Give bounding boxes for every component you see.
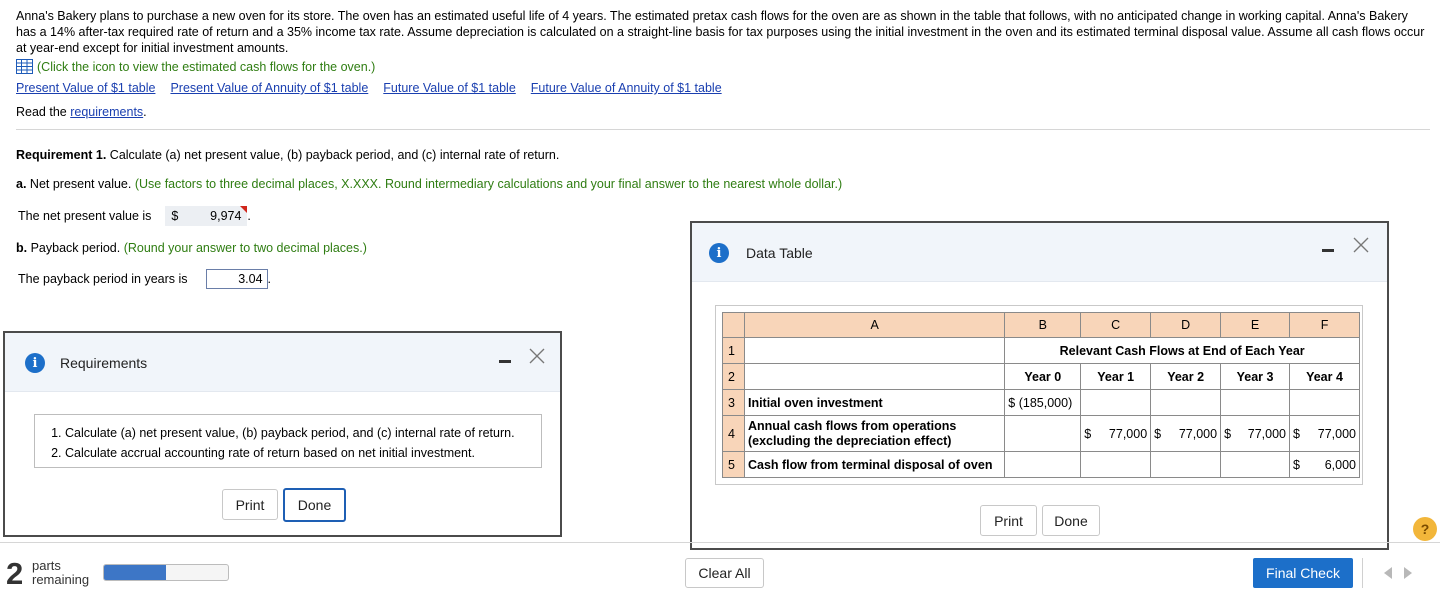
requirements-print-button[interactable]: Print (222, 489, 278, 520)
table-cell (1151, 416, 1221, 452)
table-cell (1151, 452, 1221, 478)
row-label: Cash flow from terminal disposal of oven (744, 452, 1004, 478)
table-cell (1081, 390, 1151, 416)
table-cell (1081, 452, 1151, 478)
cell-value: 77,000 (1108, 426, 1148, 441)
year-header: Year 4 (1290, 364, 1360, 390)
progress-bar-fill (104, 565, 166, 580)
cell-value: 77,000 (1317, 426, 1356, 441)
clear-all-button[interactable]: Clear All (685, 558, 764, 588)
row-number: 2 (723, 364, 745, 390)
npv-answer-line (18, 206, 251, 226)
cell-value: 77,000 (1178, 426, 1218, 441)
npv-heading (16, 177, 842, 191)
currency-symbol: $ (1154, 426, 1162, 441)
parts-remaining-count: 2 (6, 556, 24, 591)
column-header: A (744, 313, 1004, 338)
question-nav (1362, 558, 1432, 588)
table-cell: $ (185,000) (1005, 390, 1081, 416)
npv-hint: (Use factors to three decimal places, X.XXX. Round intermediary calculations and your final answer to the nearest whole dollar.) (134, 177, 843, 191)
section-divider (16, 129, 1430, 130)
cell-value: 77,000 (1247, 426, 1287, 441)
table-cell (1221, 452, 1290, 478)
info-icon: i (709, 243, 729, 263)
table-cell (1290, 390, 1360, 416)
minimize-icon[interactable] (1322, 249, 1334, 252)
pb-bold: b. (16, 241, 28, 255)
payback-heading (16, 241, 367, 255)
table-cell (1221, 390, 1290, 416)
currency-symbol: $ (1293, 457, 1300, 472)
table-row (723, 416, 1360, 452)
row-label-line-1: Annual cash flows from operations (747, 418, 957, 433)
table-row (723, 338, 1360, 364)
npv-answer-box[interactable] (165, 206, 247, 226)
pb-line-text: The payback period in years is (18, 272, 188, 286)
row-label-line-2: (excluding the depreciation effect) (747, 433, 952, 448)
year-header: Year 2 (1151, 364, 1221, 390)
parts-label-line-2: remaining (32, 572, 90, 587)
close-icon[interactable] (527, 346, 547, 366)
table-row (723, 452, 1360, 478)
read-requirements-line (16, 105, 147, 119)
data-table-dialog-title: Data Table (746, 245, 813, 261)
next-arrow-icon[interactable] (1404, 567, 1412, 579)
corner-cell (723, 313, 745, 338)
row-label: Initial oven investment (744, 390, 1004, 416)
requirements-list-box (34, 414, 542, 468)
table-cell (1005, 452, 1081, 478)
payback-input[interactable]: 3.04 (206, 269, 268, 289)
requirements-done-button[interactable]: Done (283, 488, 346, 522)
table-cell (1151, 390, 1221, 416)
help-icon[interactable]: ? (1413, 517, 1437, 541)
data-table-frame (715, 305, 1363, 485)
requirement-item-2 (65, 443, 541, 463)
row-number: 4 (723, 416, 745, 452)
table-cell (744, 338, 1004, 364)
fv-table-link[interactable]: Future Value of $1 table (383, 81, 516, 95)
pv-annuity-table-link[interactable]: Present Value of Annuity of $1 table (170, 81, 369, 95)
npv-bold: a. (16, 177, 27, 191)
table-cell (744, 364, 1004, 390)
table-cell (1081, 416, 1151, 452)
fv-annuity-table-link[interactable]: Future Value of Annuity of $1 table (530, 81, 722, 95)
currency-symbol: $ (1084, 426, 1092, 441)
incorrect-flag-icon (240, 206, 247, 213)
row-number: 1 (723, 338, 745, 364)
year-header: Year 3 (1221, 364, 1290, 390)
final-check-button[interactable]: Final Check (1253, 558, 1353, 588)
payback-answer-line (18, 269, 271, 289)
pb-label: Payback period. (27, 241, 124, 255)
progress-bar (103, 564, 229, 581)
column-header: E (1221, 313, 1290, 338)
problem-statement: Anna's Bakery plans to purchase a new oven for its store. The oven has an estimated useful life of 4 years. The estimated pretax cash flows for the oven are as shown in the table that follows, with no anticipated change in working capital. Anna's Bakery has a 14% after-tax required rate of return and a 35% income tax rate. Assume depreciation is calculated on a straight-line basis for tax purposes using the initial investment in the oven and its estimated terminal disposal value. Assume all cash flows occur at year-end except for initial investment amounts. (16, 9, 1425, 55)
data-table-dialog-header (692, 223, 1387, 282)
table-grid-icon[interactable] (16, 59, 33, 74)
cell-value: 6,000 (1324, 457, 1356, 472)
data-table-print-button[interactable]: Print (980, 505, 1037, 536)
requirement-item-2-text: Calculate accrual accounting rate of return based on net initial investment. (65, 446, 475, 460)
currency-symbol: $ (1224, 426, 1232, 441)
requirement-1-heading (16, 148, 559, 162)
table-cell (1221, 416, 1290, 452)
requirements-dialog-header (5, 333, 560, 392)
year-header: Year 0 (1005, 364, 1081, 390)
column-header: D (1151, 313, 1221, 338)
table-cell (1290, 452, 1360, 478)
merged-header-cell: Relevant Cash Flows at End of Each Year (1005, 338, 1360, 364)
cash-flow-icon-row (16, 59, 375, 74)
npv-end: . (247, 209, 251, 223)
close-icon[interactable] (1351, 235, 1371, 255)
row-number: 5 (723, 452, 745, 478)
factor-table-links (16, 81, 722, 95)
npv-currency: $ (171, 209, 179, 223)
data-table-dialog (690, 221, 1389, 550)
column-header-row (723, 313, 1360, 338)
parts-remaining-label (32, 559, 89, 587)
requirements-dialog-title: Requirements (60, 355, 148, 371)
pv-table-link[interactable]: Present Value of $1 table (16, 81, 156, 95)
column-header: C (1081, 313, 1151, 338)
footer-divider (0, 542, 1440, 543)
data-table-done-button[interactable]: Done (1042, 505, 1100, 536)
row-label (744, 416, 1004, 452)
previous-arrow-icon[interactable] (1384, 567, 1392, 579)
npv-line-text: The net present value is (18, 209, 152, 223)
info-icon: i (25, 353, 45, 373)
table-cell (1290, 416, 1360, 452)
column-header: B (1005, 313, 1081, 338)
icon-hint-text: (Click the icon to view the estimated cash flows for the oven.) (37, 59, 376, 74)
requirements-dialog (3, 331, 562, 537)
npv-value: 9,974 (210, 209, 242, 223)
year-header: Year 1 (1081, 364, 1151, 390)
read-prefix: Read the (16, 105, 71, 119)
requirement-item-1 (65, 423, 541, 443)
currency-symbol: $ (1293, 426, 1300, 441)
req1-text: Calculate (a) net present value, (b) payback period, and (c) internal rate of return. (106, 148, 560, 162)
pb-hint: (Round your answer to two decimal places.) (123, 241, 367, 255)
requirement-item-1-text: Calculate (a) net present value, (b) payback period, and (c) internal rate of return. (65, 426, 515, 440)
table-cell (1005, 416, 1081, 452)
read-suffix: . (143, 105, 147, 119)
npv-label: Net present value. (26, 177, 135, 191)
pb-end: . (267, 272, 272, 286)
table-row (723, 390, 1360, 416)
req1-bold: Requirement 1. (16, 148, 107, 162)
parts-label-line-1: parts (32, 558, 61, 573)
minimize-icon[interactable] (499, 360, 511, 363)
table-row (723, 364, 1360, 390)
column-header: F (1290, 313, 1360, 338)
requirements-link[interactable]: requirements (70, 105, 144, 119)
row-number: 3 (723, 390, 745, 416)
cash-flow-table (722, 312, 1360, 478)
